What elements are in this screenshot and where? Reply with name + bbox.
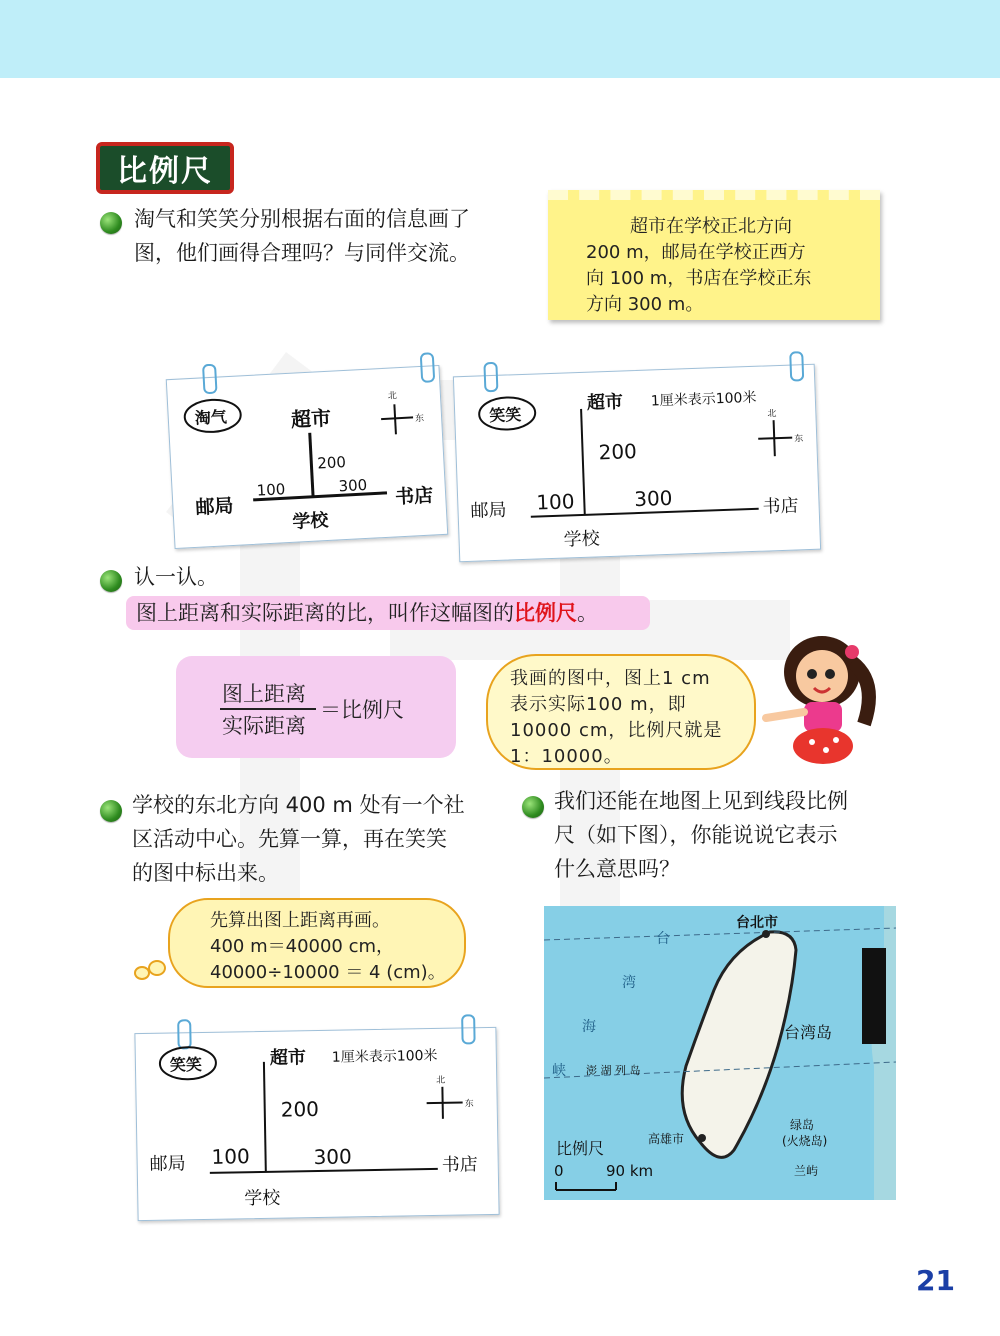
distance-200: 200: [280, 1096, 320, 1122]
north-label: 北: [436, 1075, 446, 1086]
definition-term: 比例尺: [514, 601, 577, 625]
taiwan-island-label: 台湾岛: [784, 1023, 833, 1042]
distance-100: 100: [211, 1144, 250, 1169]
bullet-icon: [100, 570, 122, 592]
distance-300: 300: [633, 485, 673, 512]
info-note: 超市在学校正北方向 200 m，邮局在学校正西方 向 100 m，书店在学校正东 方向 300 m。: [548, 190, 880, 320]
taoqi-name: 淘气: [194, 407, 228, 428]
distance-100: 100: [256, 480, 286, 500]
school-label: 学校: [563, 528, 600, 551]
question-2-text: 学校的东北方向 400 m 处有一个社 区活动中心。先算一算，再在笑笑 的图中标出来。: [132, 793, 465, 885]
supermarket-label: 超市: [290, 405, 332, 432]
question-3-text: 我们还能在地图上见到线段比例 尺（如下图），你能说说它表示 什么意思吗？: [554, 789, 848, 881]
supermarket-label: 超市: [586, 391, 624, 414]
post-office-label: 邮局: [149, 1153, 186, 1175]
scale-note: 1厘米表示100米: [331, 1047, 438, 1066]
distance-100: 100: [535, 489, 575, 515]
scale-note: 1厘米表示100米: [650, 389, 757, 410]
xiaoxiao-name: 笑笑: [488, 405, 522, 426]
strait-label-2: 湾: [622, 975, 636, 991]
hint-cloud: 先算出图上距离再画。 400 m＝40000 cm， 40000÷10000 ＝ 4 (cm)。: [168, 898, 466, 988]
post-office-label: 邮局: [194, 494, 235, 519]
distance-200: 200: [598, 439, 638, 465]
formula-result: ＝比例尺: [320, 698, 404, 722]
scale-90: 90 km: [606, 1162, 654, 1180]
taiwan-map: [544, 906, 896, 1200]
bullet-icon: [100, 800, 122, 822]
green-island-alt-label: (火烧岛): [782, 1134, 828, 1148]
penghu-label: 澎 湖 列 岛: [586, 1064, 641, 1077]
formula-numerator: 图上距离: [222, 682, 306, 706]
bookstore-label: 书店: [394, 484, 434, 509]
east-label: 东: [414, 413, 425, 425]
girl-character: [760, 632, 880, 768]
strait-label-4: 峡: [552, 1063, 566, 1079]
definition-bar: [126, 596, 650, 630]
thought-dot: [148, 960, 166, 976]
north-label: 北: [767, 409, 777, 420]
xiaoxiao-diagram-lines: [454, 365, 820, 561]
green-island-label: 绿岛: [790, 1118, 815, 1132]
post-office-label: 邮局: [470, 499, 507, 522]
school-label: 学校: [244, 1187, 281, 1210]
north-label: 北: [387, 391, 398, 402]
bullet-icon: [522, 796, 544, 818]
distance-300: 300: [338, 475, 368, 496]
xiaoxiao-name: 笑笑: [169, 1055, 203, 1075]
strait-label-3: 海: [582, 1019, 596, 1035]
east-label: 东: [794, 434, 804, 445]
question-1-text: 淘气和笑笑分别根据右面的信息画了 图，他们画得合理吗？与同伴交流。: [134, 207, 470, 265]
recognize-label: 认一认。: [134, 565, 218, 589]
formula-denominator: 实际距离: [222, 714, 306, 738]
definition-text: 图上距离和实际距离的比，叫作这幅图的: [136, 601, 514, 625]
speech-bubble: 我画的图中，图上1 cm 表示实际100 m，即 10000 cm，比例尺就是 1：10000。: [486, 654, 756, 770]
supermarket-label: 超市: [269, 1047, 307, 1069]
scale-zero: 0: [554, 1162, 564, 1180]
bookstore-label: 书店: [762, 495, 799, 518]
distance-300: 300: [313, 1144, 352, 1170]
top-header-band: [0, 0, 1000, 78]
orchid-island-label: 兰屿: [794, 1164, 819, 1178]
distance-200: 200: [316, 452, 347, 473]
formula-box: [176, 656, 456, 758]
section-title: 比例尺: [96, 142, 234, 194]
school-label: 学校: [291, 509, 329, 533]
scale-label: 比例尺: [556, 1139, 605, 1158]
bookstore-label: 书店: [441, 1154, 478, 1176]
kaohsiung-label: 高雄市: [648, 1132, 685, 1146]
definition-end: 。: [577, 601, 598, 625]
page-number: 21: [916, 1264, 955, 1297]
xiaoxiao-diagram-card: [453, 364, 821, 563]
xiaoxiao-diagram-card-2: [134, 1027, 499, 1221]
east-label: 东: [464, 1099, 474, 1110]
taoqi-diagram-card: [166, 365, 449, 549]
taipei-label: 台北市: [736, 915, 778, 931]
strait-label-1: 台: [656, 931, 670, 947]
bullet-icon: [100, 212, 122, 234]
